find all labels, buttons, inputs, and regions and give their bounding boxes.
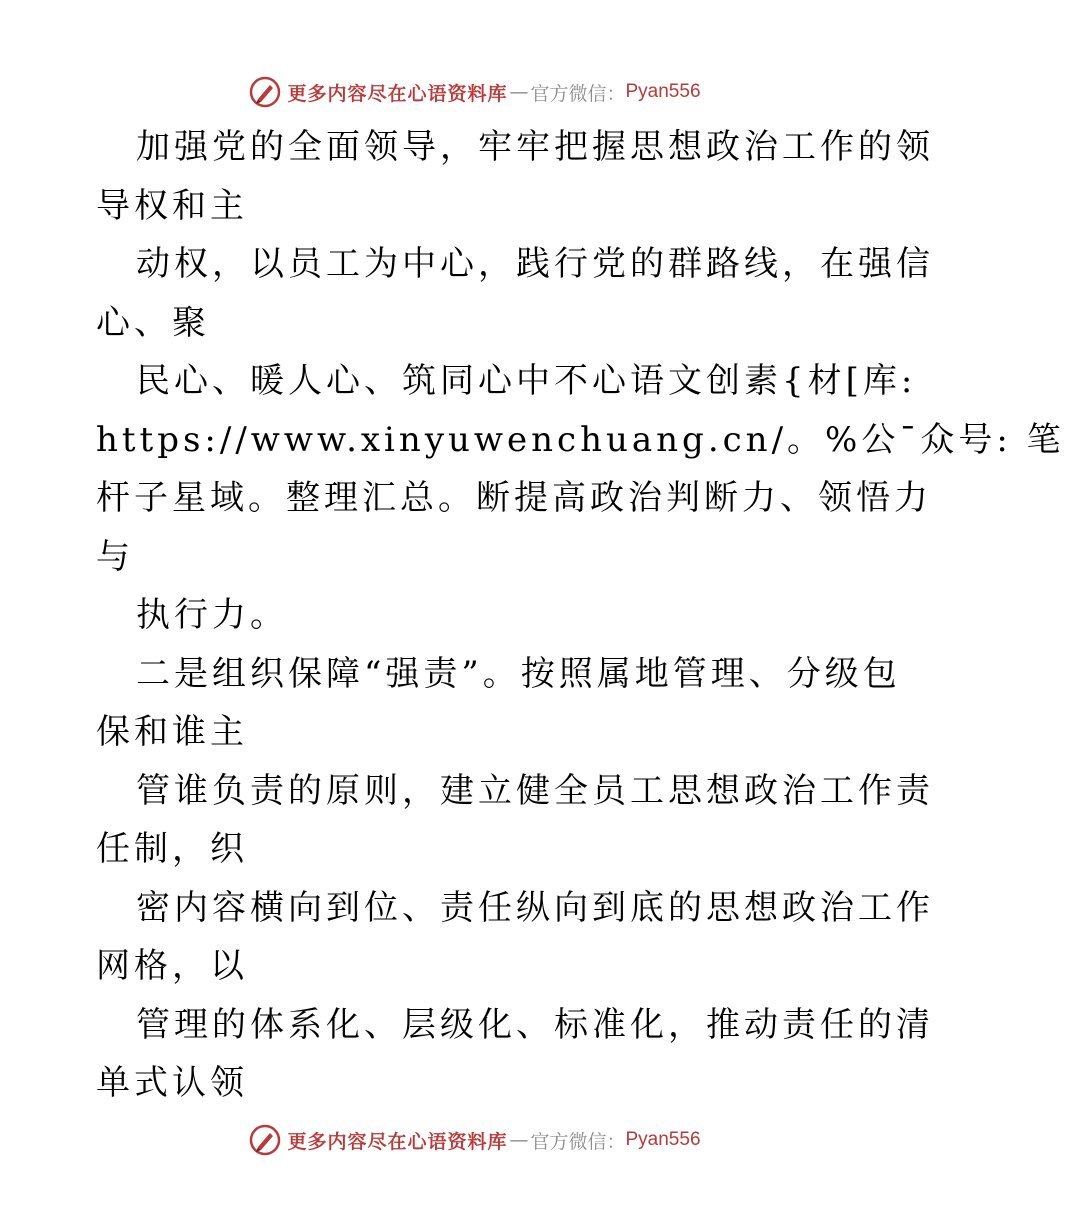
banner-title: 更多内容尽在心语资料库	[287, 1130, 508, 1153]
pen-logo-icon	[249, 1124, 281, 1156]
pen-logo-icon	[249, 76, 281, 108]
banner-wechat-label: 官方微信：	[530, 1130, 626, 1153]
text-line: 任制，织	[96, 829, 248, 869]
header-banner	[0, 72, 950, 112]
document-body	[96, 118, 1065, 1113]
text-line: 密内容横向到位、责任纵向到底的思想政治工作	[136, 887, 934, 928]
text-line: 心、聚	[96, 302, 210, 343]
text-line: 单式认领	[96, 1063, 248, 1103]
text-line: 保和谁主	[96, 712, 248, 752]
footer-banner	[0, 1120, 950, 1160]
text-line: 导权和主	[96, 185, 248, 226]
text-line: 动权，以员工为中心，践行党的群路线，在强信	[136, 244, 934, 284]
banner-separator: —	[509, 81, 529, 103]
banner-separator: —	[509, 1129, 529, 1151]
text-line: 加强党的全面领导，牢牢把握思想政治工作的领	[136, 127, 934, 167]
text-line: 管谁负责的原则，建立健全员工思想政治工作责	[136, 770, 934, 811]
banner-wechat-id: Pyan556	[625, 81, 701, 102]
text-line: 管理的体系化、层级化、标准化，推动责任的清	[136, 1004, 934, 1045]
text-line: https://www.xinyuwenchuang.cn/。%公¯众号: 笔	[96, 419, 1065, 460]
banner-title: 更多内容尽在心语资料库	[287, 82, 508, 105]
banner-wechat-id: Pyan556	[625, 1129, 701, 1150]
banner-wechat-label: 官方微信：	[530, 82, 626, 105]
text-line: 执行力。	[136, 595, 288, 635]
text-line: 杆子星域。整理汇总。断提高政治判断力、领悟力	[96, 478, 932, 518]
text-line: 与	[96, 536, 134, 577]
text-line: 网格，以	[96, 946, 248, 986]
text-line: 二是组织保障“强责”。按照属地管理、分级包	[136, 653, 901, 694]
text-line: 民心、暖人心、筑同心中不心语文创素{材[库:	[136, 361, 917, 401]
